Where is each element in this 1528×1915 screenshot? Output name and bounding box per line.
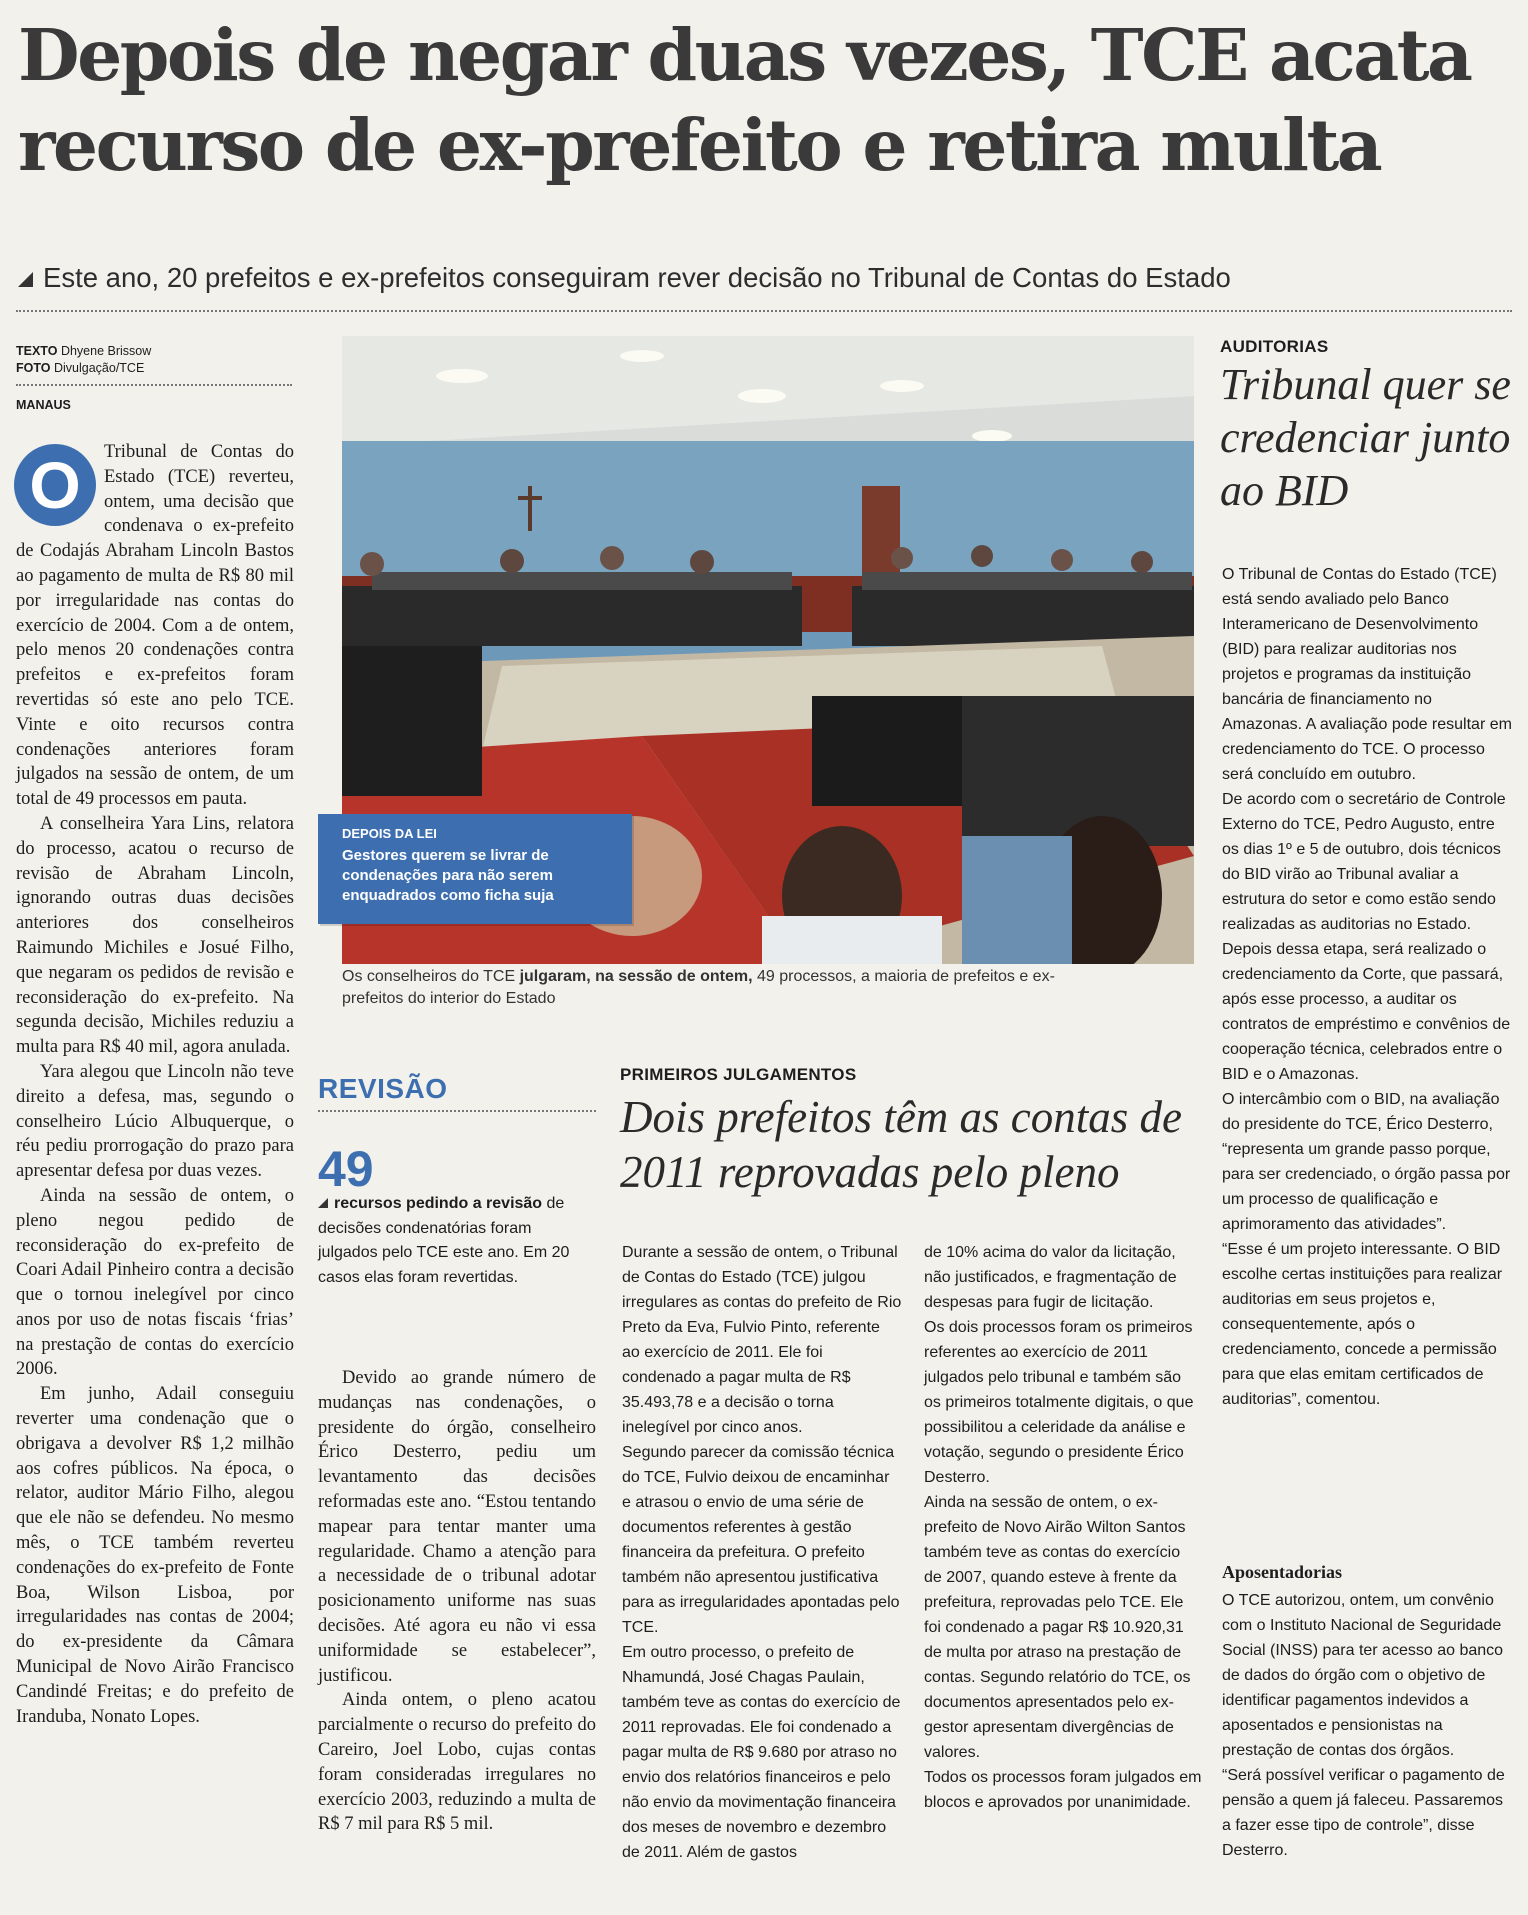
paragraph: Tribunal de Contas do Estado (TCE) reverteu, ontem, uma decisão que condenava o ex-prefeito de Codajás Abraham Lincoln Bastos ao pagamento de multa de R$ 80 mil por irregularidade nas contas do exercício de 2004. Com a de ontem, pelo menos 20 condenações contra prefeitos e ex-prefeitos foram revertidas só este ano pelo TCE. Vinte e oito recursos contra condenações anteriores foram julgados na sessão de ontem, de um total de 49 processos em pauta. (16, 442, 294, 810)
credits-divider (16, 384, 292, 386)
paragraph: Durante a sessão de ontem, o Tribunal de Contas do Estado (TCE) julgou irregulares as contas do prefeito de Rio Preto da Eva, Fulvio Pinto, referente ao exercício de 2011. Ele foi condenado a pagar multa de R$ 35.493,78 e a decisão o torna inelegível por cinco anos. (622, 1244, 902, 1436)
paragraph: de 10% acima do valor da licitação, não justificados, e fragmentação de despesas para fugir de licitação. (924, 1244, 1177, 1311)
paragraph: “Será possível verificar o pagamento de pensão a quem já faleceu. Passaremos a fazer esse tipo de controle”, disse Desterro. (1222, 1767, 1505, 1859)
paragraph: O TCE autorizou, ontem, um convênio com o Instituto Nacional de Seguridade Social (INSS) para ter acesso ao banco de dados do órgão com o objetivo de identificar pagamentos indevidos a aposentados e pensionistas na prestação de contas dos órgãos. (1222, 1592, 1504, 1759)
photo-callout-kicker: DEPOIS DA LEI (342, 826, 437, 841)
caption-after: 49 processos, a maioria de prefeitos e ex-prefeitos do interior do Estado (342, 968, 1055, 1007)
revisao-text (318, 1192, 588, 1290)
paragraph: Todos os processos foram julgados em blocos e aprovados por unanimidade. (924, 1769, 1202, 1811)
triangle-marker-icon (318, 1198, 328, 1208)
revisao-label: REVISÃO (318, 1073, 448, 1104)
subhead (18, 262, 1508, 294)
paragraph: “Esse é um projeto interessante. O BID escolhe certas instituições para realizar auditorias em seus projetos e, consequentemente, após o credenciamento, concede a permissão para que elas emitam certificados de auditorias”, comentou. (1222, 1241, 1503, 1408)
aposentadorias-column (1222, 1588, 1512, 1863)
headline-line-2: recurso de ex-prefeito e retira multa (18, 103, 1381, 187)
paragraph: Devido ao grande número de mudanças nas condenações, o presidente do órgão, conselheiro Érico Desterro, pediu um levantamento das decisões reformadas este ano. “Estou tentando mapear para tentar manter uma regularidade. Chamo a atenção para a necessidade de o tribunal adotar posicionamento uniforme nas suas decisões. Até agora eu não vi essa uniformidade se estabelecer”, justificou. (318, 1368, 596, 1686)
photo-callout-text: Gestores querem se livrar de condenações para não serem enquadrados como ficha suja (342, 847, 554, 904)
primeiros-column-1 (622, 1240, 902, 1865)
credit-photo (16, 360, 151, 377)
auditorias-kicker: AUDITORIAS (1220, 337, 1329, 356)
photo-caption (342, 966, 1102, 1010)
triangle-marker-icon (18, 272, 33, 287)
credit-text (16, 343, 151, 360)
paragraph: Yara alegou que Lincoln não teve direito a defesa, mas, segundo o conselheiro Lúcio Albuquerque, o réu pediu prorrogação do prazo para apresentar defesa por duas vezes. (16, 1061, 294, 1182)
revisao-text-rest: de decisões condenatórias foram julgados pelo TCE este ano. Em 20 casos elas foram revertidas. (318, 1195, 570, 1286)
dateline: MANAUS (16, 398, 71, 412)
credit-photo-author: Divulgação/TCE (53, 361, 145, 375)
photo-callout-box (318, 814, 632, 924)
credits (16, 343, 151, 377)
headline (18, 10, 1508, 190)
caption-bold: julgaram, na sessão de ontem, (519, 968, 753, 985)
primeiros-kicker: PRIMEIROS JULGAMENTOS (620, 1065, 857, 1084)
auditorias-column (1222, 562, 1512, 1412)
main-story-column-1 (16, 440, 294, 1729)
primeiros-title: Dois prefeitos têm as contas de 2011 reprovadas pelo pleno (620, 1092, 1183, 1197)
caption-before: Os conselheiros do TCE (342, 968, 520, 985)
main-story-column-2 (318, 1366, 596, 1837)
paragraph: Em outro processo, o prefeito de Nhamundá, José Chagas Paulain, também teve as contas do exercício de 2011 reprovadas. Ele foi condenado a pagar multa de R$ 9.680 por atraso no envio dos relatórios financeiros e pelo não envio da movimentação financeira dos meses de novembro e dezembro de 2011. Além de gastos (622, 1644, 901, 1861)
aposentadorias-title: Aposentadorias (1222, 1562, 1343, 1582)
revisao-number: 49 (318, 1141, 374, 1197)
paragraph: Ainda na sessão de ontem, o pleno negou pedido de reconsideração do ex-prefeito de Coari Adail Pinheiro contra a decisão que o tornou inelegível por cinco anos por uso de notas fiscais ‘frias’ na prestação de contas do exercício 2006. (16, 1185, 294, 1380)
primeiros-column-2 (924, 1240, 1202, 1815)
subhead-text: Este ano, 20 prefeitos e ex-prefeitos conseguiram rever decisão no Tribunal de Contas do Estado (43, 262, 1231, 293)
paragraph: Os dois processos foram os primeiros referentes ao exercício de 2011 julgados pelo tribunal e também são os primeiros totalmente digitais, o que possibilitou a celeridade da análise e votação, segundo o presidente Érico Desterro. (924, 1319, 1194, 1486)
paragraph: A conselheira Yara Lins, relatora do processo, acatou o recurso de revisão de Abraham Lincoln, ignorando outras duas decisões anteriores dos conselheiros Raimundo Michiles e Josué Filho, que negaram os pedidos de revisão e reconsideração do ex-prefeito. Na segunda decisão, Michiles reduziu a multa para R$ 40 mil, agora anulada. (16, 813, 294, 1058)
paragraph: Ainda na sessão de ontem, o ex-prefeito de Novo Airão Wilton Santos também teve as contas do exercício de 2007, quando esteve à frente da prefeitura, reprovadas pelo TCE. Ele foi condenado a pagar R$ 10.920,31 de multa por atraso na prestação de contas. Segundo relatório do TCE, os documentos apresentados pelo ex-gestor apresentam divergências de valores. (924, 1494, 1191, 1761)
paragraph: O Tribunal de Contas do Estado (TCE) está sendo avaliado pelo Banco Interamericano de Desenvolvimento (BID) para realizar auditorias nos projetos e programas da instituição bancária de financiamento no Amazonas. A avaliação pode resultar em credenciamento do TCE. O processo será concluído em outubro. (1222, 566, 1512, 783)
paragraph: Em junho, Adail conseguiu reverter uma condenação que o obrigava a devolver R$ 1,2 milhão aos cofres públicos. Na época, o relator, auditor Mário Filho, alegou que ele não se defendeu. No mesmo mês, o TCE também reverteu condenações do ex-prefeito de Fonte Boa, Wilson Lisboa, por irregularidades nas contas de 2004; do ex-presidente da Câmara Municipal de Novo Airão Francisco Candindé Freitas; e do prefeito de Iranduba, Nonato Lopes. (16, 1384, 294, 1727)
paragraph: Ainda ontem, o pleno acatou parcialmente o recurso do prefeito do Careiro, Joel Lobo, cujas contas foram consideradas irregulares no exercício 2003, reduzindo a multa de R$ 7 mil para R$ 5 mil. (318, 1690, 596, 1835)
revisao-text-bold: recursos pedindo a revisão (334, 1195, 543, 1212)
auditorias-title: Tribunal quer se credenciar junto ao BID (1220, 360, 1511, 515)
paragraph: De acordo com o secretário de Controle Externo do TCE, Pedro Augusto, entre os dias 1º e 5 de outubro, dois técnicos do BID virão ao Tribunal avaliar a estrutura do setor e como estão sendo realizadas as auditorias no Estado. Depois dessa etapa, será realizado o credenciamento da Corte, que passará, após esse processo, a auditar os contratos de empréstimo e convênios de cooperação técnica, celebrados entre o BID e o Amazonas. (1222, 791, 1511, 1083)
paragraph: O intercâmbio com o BID, na avaliação do presidente do TCE, Érico Desterro, “representa um grande passo porque, para ser credenciado, o órgão passa por um processo de qualificação e aprimoramento das atividades”. (1222, 1091, 1511, 1233)
subhead-divider (16, 310, 1512, 312)
credit-text-label: TEXTO (16, 344, 58, 358)
paragraph: Segundo parecer da comissão técnica do TCE, Fulvio deixou de encaminhar e atrasou o envio de uma série de documentos referentes à gestão financeira da prefeitura. O prefeito também não apresentou justificativa para as irregularidades apontadas pelo TCE. (622, 1444, 900, 1636)
credit-text-author: Dhyene Brissow (60, 344, 152, 358)
dropcap: O (14, 444, 96, 526)
credit-photo-label: FOTO (16, 361, 51, 375)
revisao-divider (318, 1110, 596, 1112)
headline-line-1: Depois de negar duas vezes, TCE acata (18, 13, 1471, 97)
